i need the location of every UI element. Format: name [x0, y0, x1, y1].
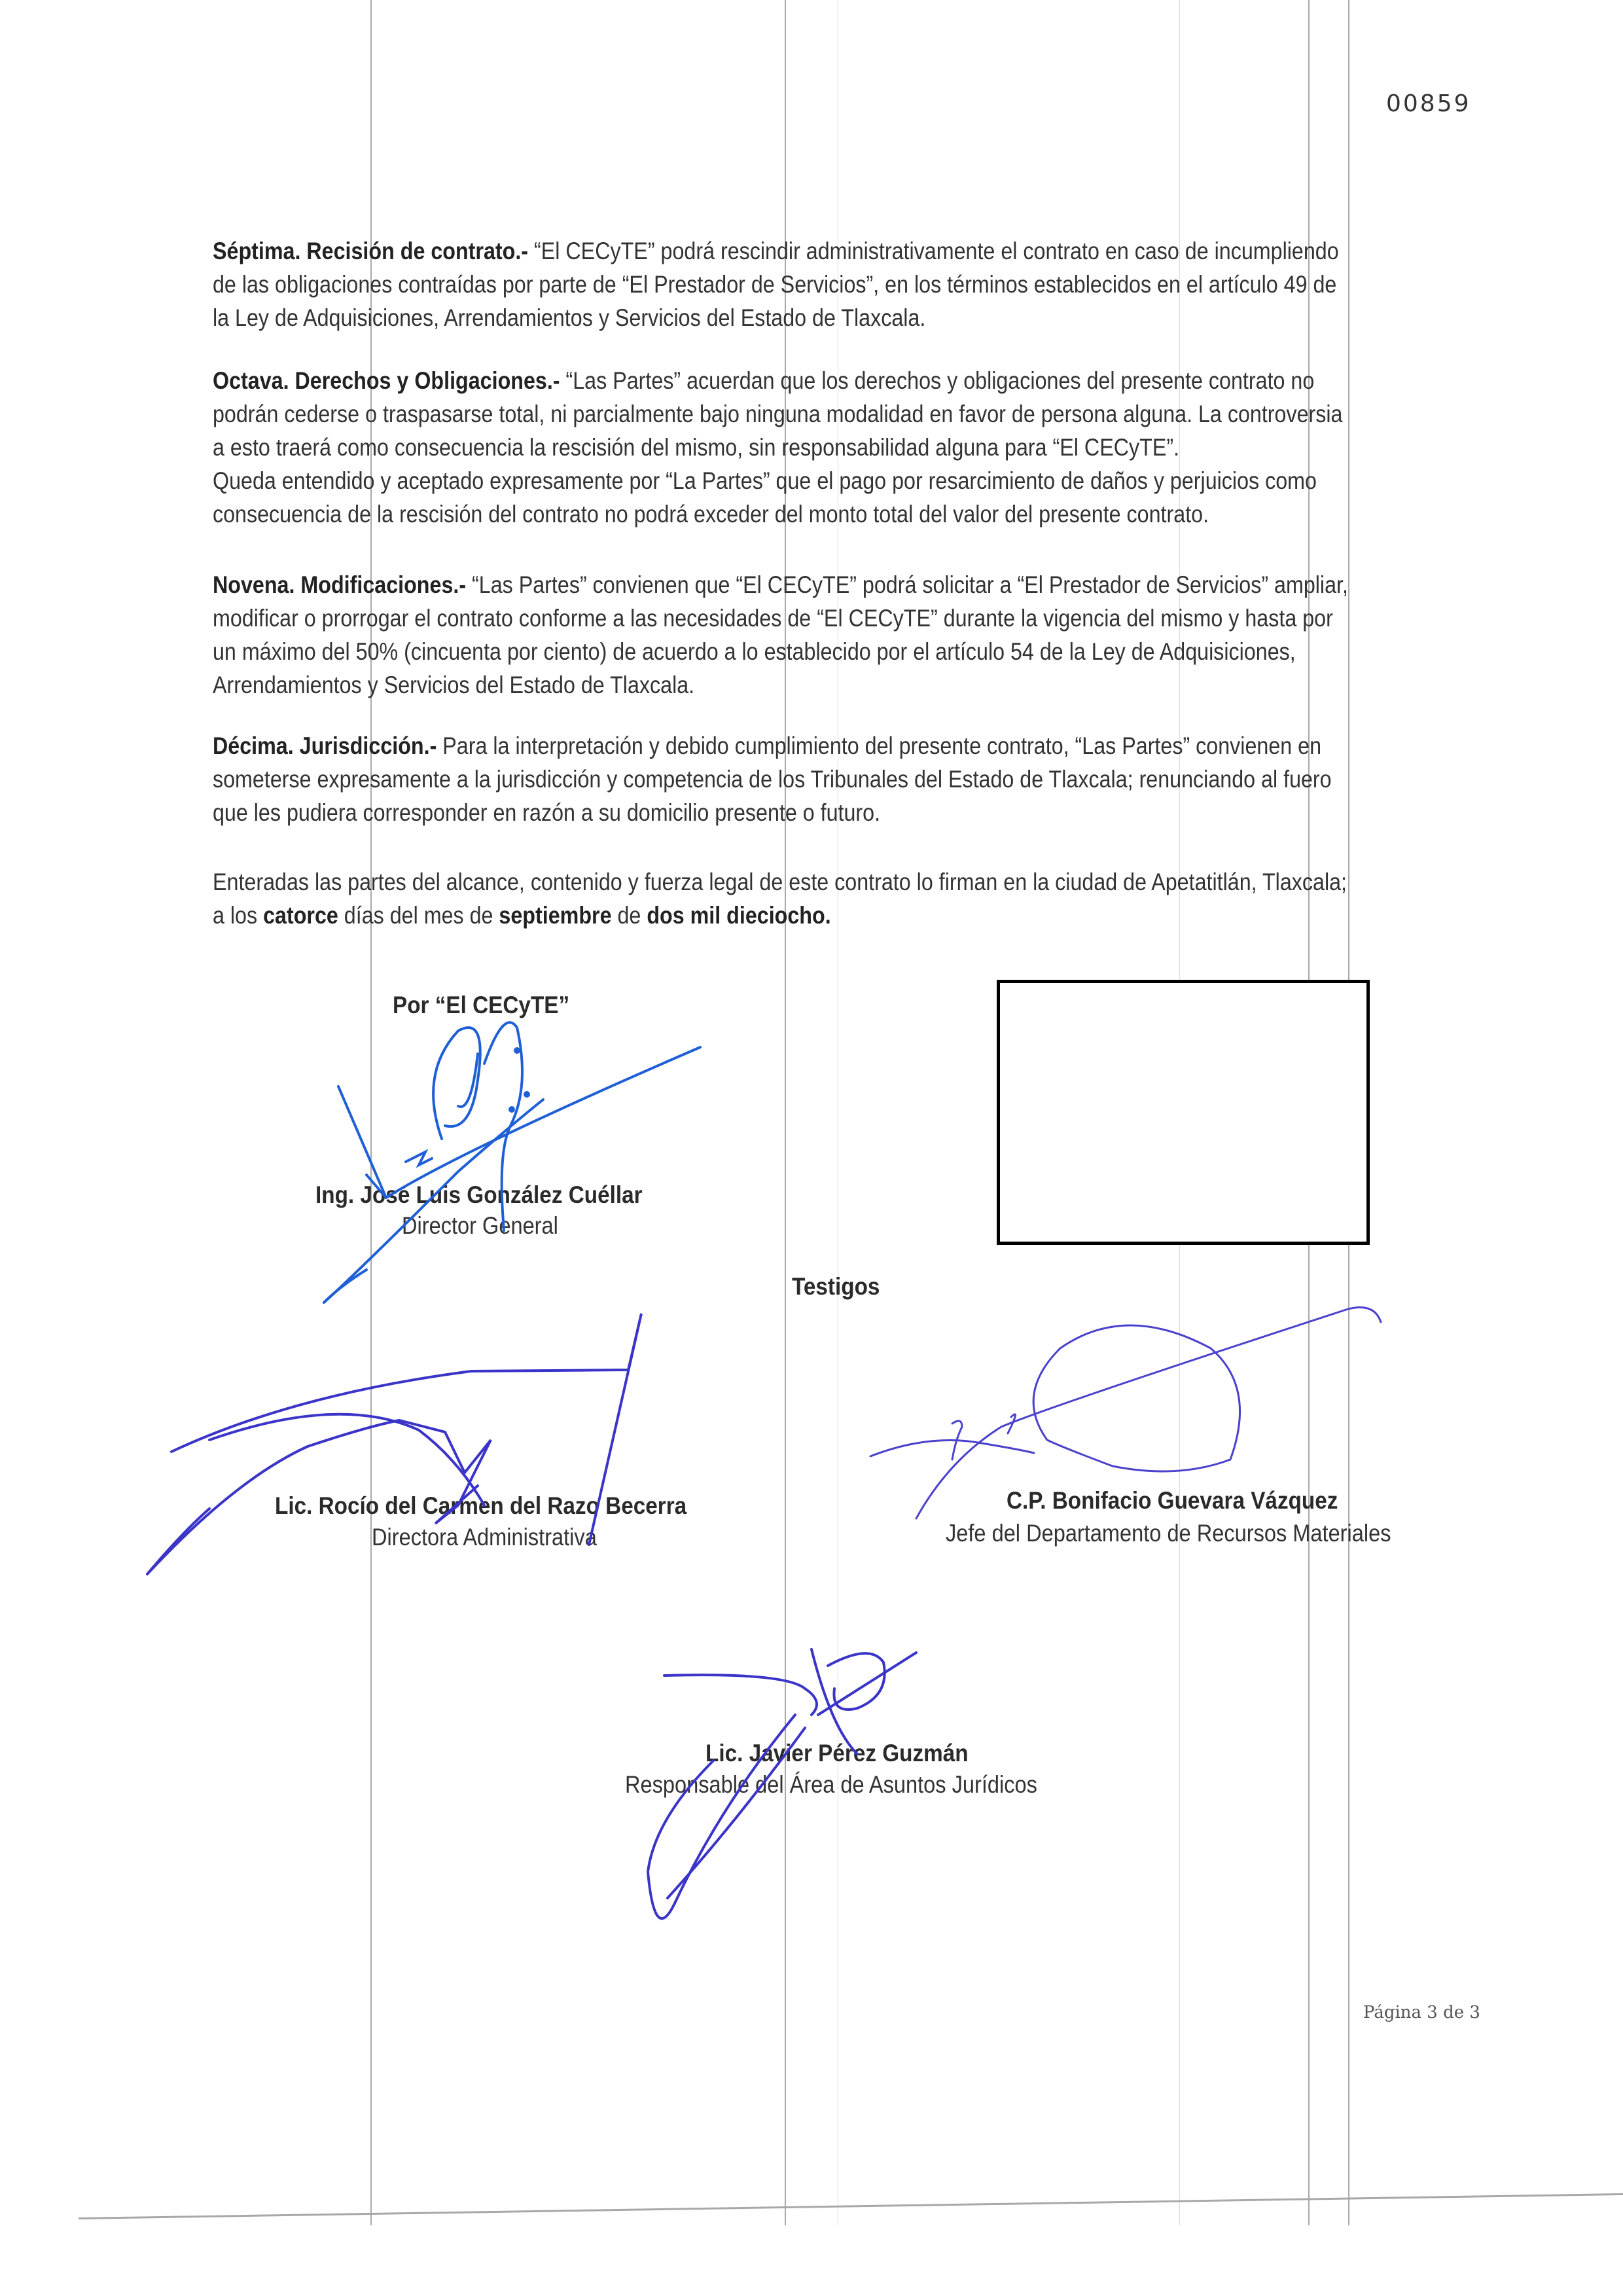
clause-text: “Las Partes” convienen que “El CECyTE” podrá solicitar a “El Prestador de Servicios” ampliar,: [472, 571, 1348, 598]
page-indicator: Página 3 de 3: [1363, 2003, 1480, 2022]
party-label: Por “El CECyTE”: [393, 992, 570, 1018]
clause-title: Séptima. Recisión de contrato.-: [213, 237, 529, 264]
director-signature-icon: [324, 1022, 700, 1302]
director-role: Director General: [402, 1212, 558, 1239]
closing-text: días del mes de: [338, 901, 499, 929]
closing-paragraph: [213, 865, 1462, 932]
clause-text: “Las Partes” acuerdan que los derechos y obligaciones del presente contrato no: [565, 367, 1315, 394]
folio-number: 00859: [1386, 90, 1471, 117]
witnesses-label: Testigos: [792, 1273, 880, 1300]
clause-octava: [213, 364, 1462, 531]
admin-role: Directora Administrativa: [372, 1524, 597, 1551]
closing-month: septiembre: [499, 901, 612, 929]
clause-text: un máximo del 50% (cincuenta por ciento) de acuerdo a lo establecido por el artículo 54 de la Ley de Adquisiciones,: [213, 637, 1296, 665]
scan-edge-line: [79, 2193, 1623, 2219]
clause-text: someterse expresamente a la jurisdicción y competencia de los Tribunales del Estado de Tlaxcala; renunciando al fuero: [213, 765, 1332, 793]
redacted-signature-box: [997, 980, 1370, 1245]
clause-decima: [213, 729, 1462, 829]
clause-text: que les pudiera corresponder en razón a su domicilio presente o futuro.: [213, 798, 881, 826]
closing-day: catorce: [263, 901, 338, 929]
director-name: Ing. José Luis González Cuéllar: [315, 1181, 643, 1208]
clause-septima: [213, 234, 1462, 334]
clause-title: Décima. Jurisdicción.-: [213, 732, 437, 759]
legal-name: Lic. Javier Pérez Guzmán: [705, 1740, 969, 1767]
clause-text: consecuencia de la rescisión del contrato no podrá exceder del monto total del valor del presente contrato.: [213, 500, 1209, 528]
clause-text: modificar o prorrogar el contrato conforme a las necesidades de “El CECyTE” durante la vigencia del mismo y hasta por: [213, 604, 1333, 632]
clause-text: Queda entendido y aceptado expresamente por “La Partes” que el pago por resarcimiento de daños y perjuicios como: [213, 467, 1317, 494]
clause-text: la Ley de Adquisiciones, Arrendamientos y Servicios del Estado de Tlaxcala.: [213, 304, 926, 331]
materials-name: C.P. Bonifacio Guevara Vázquez: [1007, 1487, 1338, 1514]
closing-text: a los: [213, 901, 264, 929]
closing-text: de: [611, 901, 647, 929]
materials-role: Jefe del Departamento de Recursos Materiales: [946, 1520, 1391, 1547]
clause-text: Para la interpretación y debido cumplimiento del presente contrato, “Las Partes” convienen en: [442, 732, 1322, 759]
clause-text: “El CECyTE” podrá rescindir administrativamente el contrato en caso de incumpliendo: [534, 237, 1339, 264]
admin-name: Lic. Rocío del Carmen del Razo Becerra: [275, 1492, 687, 1519]
clause-text: podrán cederse o traspasarse total, ni parcialmente bajo ninguna modalidad en favor de persona alguna. La controversia: [213, 400, 1343, 427]
legal-role: Responsable del Área de Asuntos Jurídicos: [625, 1771, 1037, 1798]
clause-title: Octava. Derechos y Obligaciones.-: [213, 367, 560, 394]
clause-novena: [213, 568, 1462, 702]
clause-text: Arrendamientos y Servicios del Estado de Tlaxcala.: [213, 671, 695, 698]
clause-text: a esto traerá como consecuencia la rescisión del mismo, sin responsabilidad alguna para “El CECyTE”.: [213, 433, 1180, 461]
clause-title: Novena. Modificaciones.-: [213, 571, 467, 598]
closing-year: dos mil dieciocho.: [647, 901, 831, 929]
clause-text: de las obligaciones contraídas por parte de “El Prestador de Servicios”, en los términos establecidos en el artículo 49 de: [213, 270, 1337, 298]
closing-text: Enteradas las partes del alcance, contenido y fuerza legal de este contrato lo firman en la ciudad de Apetatitlán, Tlaxcala;: [213, 868, 1347, 895]
